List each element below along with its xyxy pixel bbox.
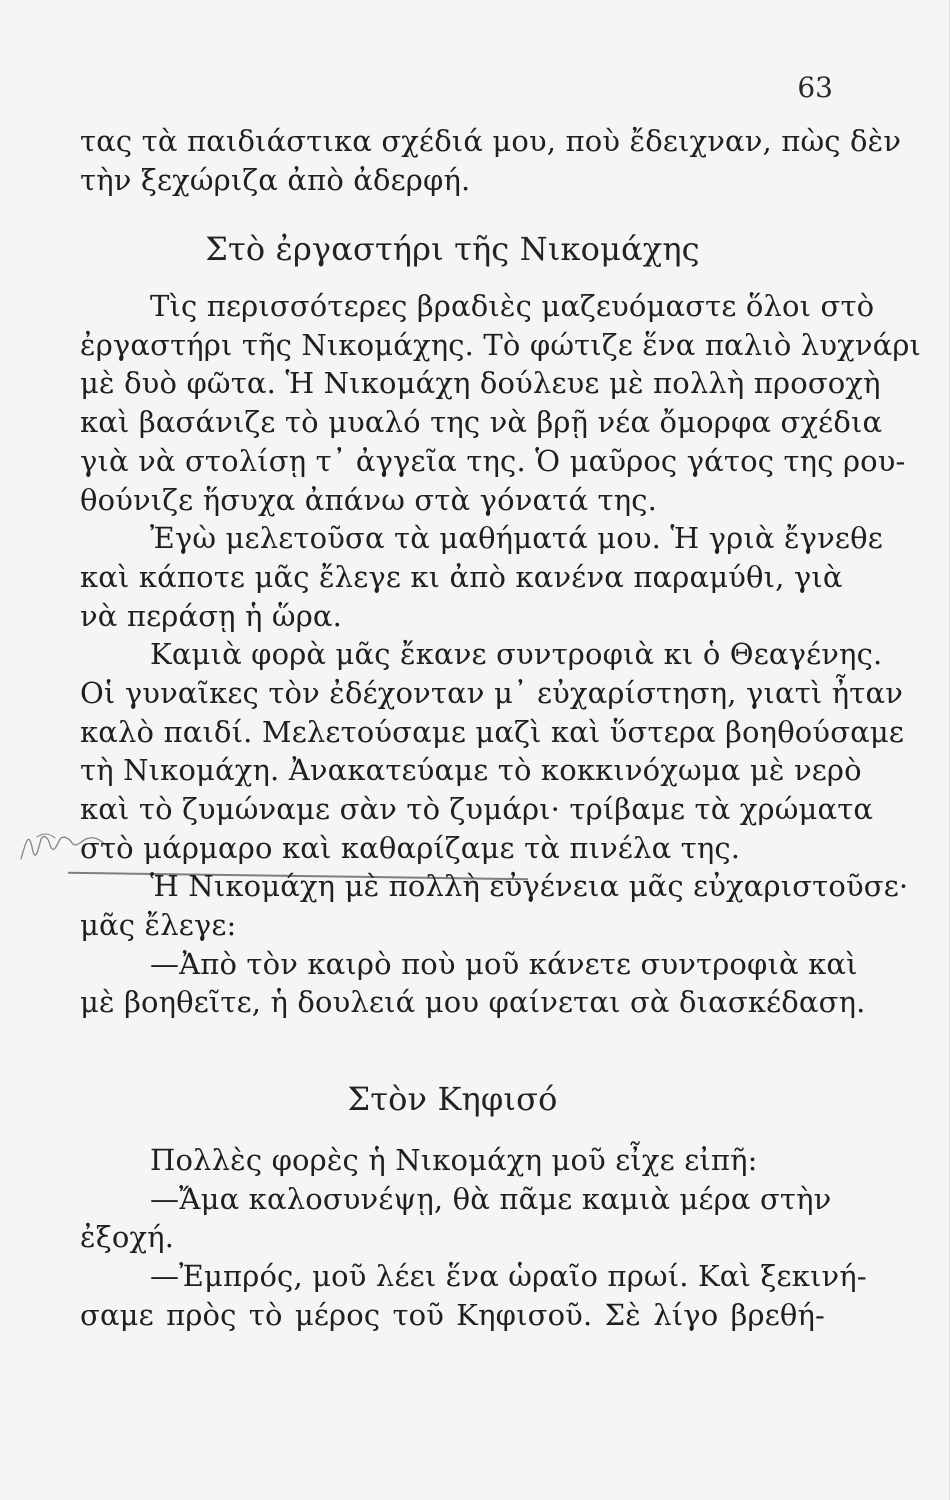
section-1-line-17: μᾶς ἔλεγε: [80,908,237,943]
page-text [80,122,922,1334]
section-1-line-6: θούνιζε ἥσυχα ἀπάνω στὰ γόνατά της. [80,482,658,517]
section-2-line-4: —Ἐμπρός, μοῦ λέει ἕνα ὡραῖο πρωί. Καὶ ξεκινή- [150,1258,867,1293]
section-1-line-3: μὲ δυὸ φῶτα. Ἡ Νικομάχη δούλευε μὲ πολλὴ προσοχὴ [80,366,881,401]
section-1-line-5: γιὰ νὰ στολίσῃ τ᾽ ἀγγεῖα της. Ὁ μαῦρος γάτος της ρου- [80,443,906,478]
section-2-line-3: ἐξοχή. [80,1220,175,1255]
section-1-line-10: Καμιὰ φορὰ μᾶς ἔκανε συντροφιὰ κι ὁ Θεαγένης. [150,637,883,672]
spacing [80,1022,825,1080]
section-heading-kifisos: Στὸν Κηφισό [347,1080,558,1119]
paragraph-1-line-2: τὴν ξεχώριζα ἀπὸ ἀδερφή. [80,162,471,197]
section-heading-workshop: Στὸ ἐργαστήρι τῆς Νικομάχης [205,230,700,269]
section-1-line-12: καλὸ παιδί. Μελετούσαμε μαζὶ καὶ ὕστερα βοηθούσαμε [80,714,905,749]
section-2-line-2: —Ἄμα καλοσυνέψῃ, θὰ πᾶμε καμιὰ μέρα στὴν [150,1181,832,1216]
section-1-line-7: Ἐγὼ μελετοῦσα τὰ μαθήματά μου. Ἡ γριὰ ἔγνεθε [150,521,883,556]
spacing [80,199,825,230]
section-1-line-8: καὶ κάποτε μᾶς ἔλεγε κι ἀπὸ κανένα παραμύθι, γιὰ [80,559,843,594]
section-2-line-5: σαμε πρὸς τὸ μέρος τοῦ Κηφισοῦ. Σὲ λίγο βρεθή- [80,1297,825,1332]
section-1-line-16: Ἡ Νικομάχη μὲ πολλὴ εὐγένεια μᾶς εὐχαριστοῦσε· [150,869,909,904]
spacing [80,269,825,287]
section-1-line-11: Οἱ γυναῖκες τὸν ἐδέχονταν μ᾽ εὐχαρίστηση, γιατὶ ἦταν [80,675,904,710]
section-1-line-2: ἐργαστήρι τῆς Νικομάχης. Τὸ φώτιζε ἕνα παλιὸ λυχνάρι [80,327,922,362]
section-1-line-4: καὶ βασάνιζε τὸ μυαλό της νὰ βρῇ νέα ὄμορφα σχέδια [80,405,883,440]
section-1-line-19: μὲ βοηθεῖτε, ἡ δουλειά μου φαίνεται σὰ διασκέδαση. [80,985,866,1020]
section-1-line-14: καὶ τὸ ζυμώναμε σὰν τὸ ζυμάρι· τρίβαμε τὰ χρώματα [80,792,874,826]
section-1-line-9: νὰ περάσῃ ἡ ὥρα. [80,598,343,633]
section-1-line-1: Τὶς περισσότερες βραδιὲς μαζευόμαστε ὅλοι στὸ [150,289,875,324]
section-1-line-18: —Ἀπὸ τὸν καιρὸ ποὺ μοῦ κάνετε συντροφιὰ καὶ [150,946,858,981]
section-1-line-13: τὴ Νικομάχη. Ἀνακατεύαμε τὸ κοκκινόχωμα μὲ νερὸ [80,753,862,788]
section-1-line-15: στὸ μάρμαρο καὶ καθαρίζαμε τὰ πινέλα της. [80,830,741,865]
paragraph-1-line-1: τας τὰ παιδιάστικα σχέδιά μου, ποὺ ἔδειχναν, πὼς δὲν [80,124,902,158]
section-2-line-1: Πολλὲς φορὲς ἡ Νικομάχη μοῦ εἶχε εἰπῆ: [150,1142,758,1177]
spacing [80,1119,825,1141]
page-number: 63 [797,71,833,104]
